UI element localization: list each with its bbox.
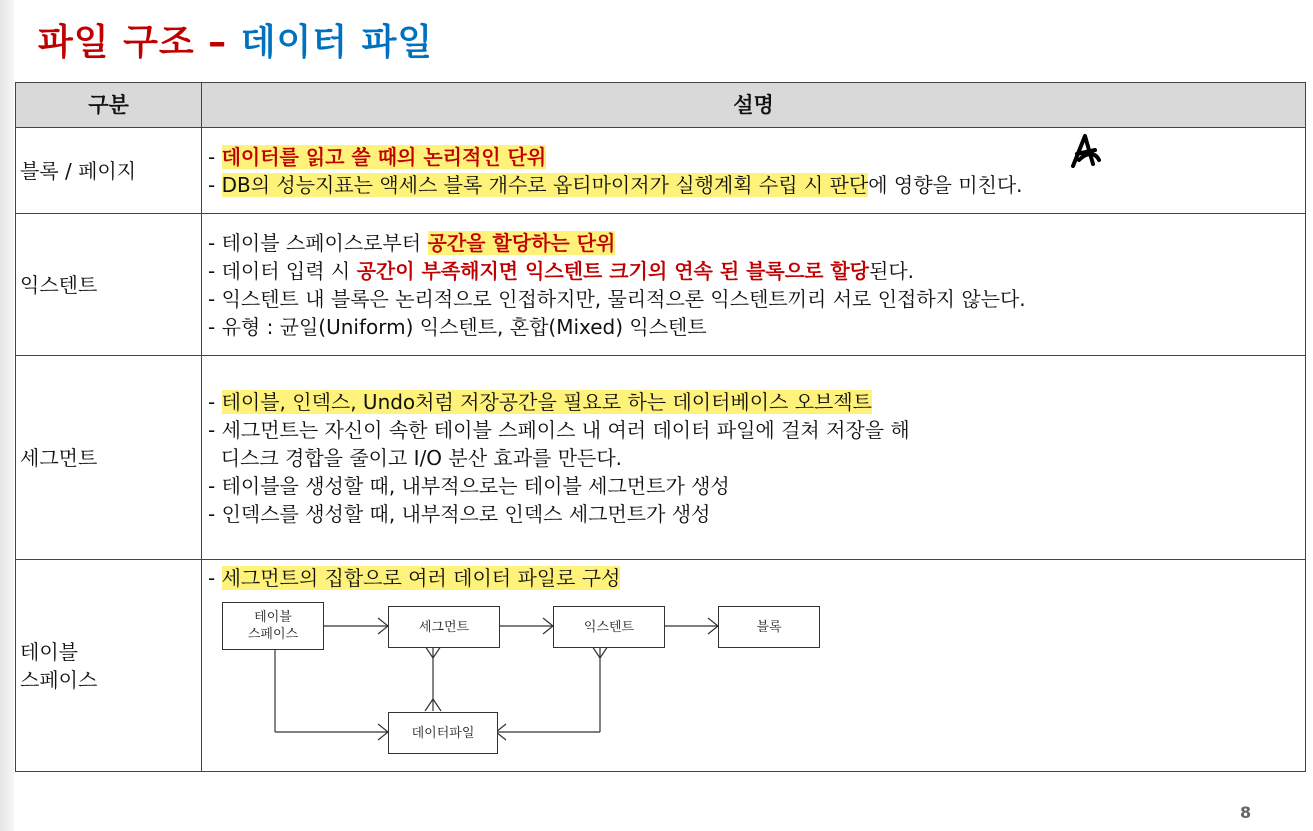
entity-label: 블록 xyxy=(756,619,782,635)
row-category xyxy=(16,560,202,772)
description-line xyxy=(208,143,1305,171)
description-segment: 에 영향을 미친다. xyxy=(868,172,1023,197)
row-lines xyxy=(208,564,1305,592)
entity-datafile xyxy=(388,712,498,754)
entity-extent xyxy=(553,606,665,648)
description-segment: - 테이블을 생성할 때, 내부적으로는 테이블 세그먼트가 생성 xyxy=(208,473,730,498)
description-segment: 데이터를 읽고 쓸 때의 xyxy=(221,144,424,169)
description-segment: DB의 성능지표는 액세스 블록 개수로 옵티마이저가 실행계획 수립 시 판단 xyxy=(221,172,869,197)
description-segment: - xyxy=(208,389,222,414)
entity-segment xyxy=(388,606,500,648)
description-line xyxy=(208,500,1305,528)
tablespace-er-diagram xyxy=(208,596,908,766)
description-line xyxy=(208,444,1305,472)
description-segment: 세그먼트의 집합으로 여러 데이터 파일로 구성 xyxy=(221,566,621,590)
description-line xyxy=(208,313,1305,341)
row-description xyxy=(202,560,1306,772)
description-segment: 된다. xyxy=(869,258,914,283)
row-description xyxy=(202,214,1306,356)
description-line xyxy=(208,388,1305,416)
entity-label: 스페이스 xyxy=(247,627,299,642)
description-segment: - xyxy=(208,566,222,590)
row-description xyxy=(202,356,1306,560)
entity-block xyxy=(718,606,820,648)
entity-label: 테이블 xyxy=(254,610,292,625)
title-part1: 파일 구조 – xyxy=(38,22,228,63)
row-category: 익스텐트 xyxy=(16,214,202,356)
description-segment: - 테이블 스페이스로부터 xyxy=(208,230,428,255)
row-description xyxy=(202,128,1306,214)
description-segment: - 데이터 입력 시 xyxy=(208,258,357,283)
description-segment: - 인덱스를 생성할 때, 내부적으로 인덱스 세그먼트가 생성 xyxy=(208,501,711,526)
description-line xyxy=(208,285,1305,313)
table-row xyxy=(16,560,1306,772)
description-segment: 논리적인 단위 xyxy=(423,144,547,169)
description-line xyxy=(208,416,1305,444)
description-segment: 디스크 경합을 줄이고 I/O 분산 효과를 만든다. xyxy=(208,445,623,470)
description-line xyxy=(208,564,1305,592)
table-row xyxy=(16,356,1306,560)
description-segment: 테이블, 인덱스, Undo처럼 저장공간을 필요로 하는 데이터베이스 오브젝트 xyxy=(221,389,873,414)
row-category-line: 스페이스 xyxy=(20,667,98,692)
page-title xyxy=(38,14,433,65)
table-row xyxy=(16,214,1306,356)
description-line xyxy=(208,171,1305,199)
title-part2: 데이터 파일 xyxy=(240,22,434,63)
description-segment: - xyxy=(208,144,222,169)
description-segment: 공간을 할당하는 단위 xyxy=(427,230,616,255)
description-segment: - xyxy=(208,172,222,197)
description-line xyxy=(208,229,1305,257)
header-category: 구분 xyxy=(16,83,202,128)
entity-label: 세그먼트 xyxy=(418,619,470,635)
row-category: 세그먼트 xyxy=(16,356,202,560)
description-segment: - 세그먼트는 자신이 속한 테이블 스페이스 내 여러 데이터 파일에 걸쳐 저장을 해 xyxy=(208,417,910,442)
description-segment: - 유형 : 균일(Uniform) 익스텐트, 혼합(Mixed) 익스텐트 xyxy=(208,314,707,339)
file-structure-table xyxy=(15,82,1306,772)
description-segment: 공간이 부족해지면 익스텐트 크기의 연속 된 블록으로 할당 xyxy=(356,258,869,283)
description-segment: - 익스텐트 내 블록은 논리적으로 인접하지만, 물리적으론 익스텐트끼리 서로 인접하지 않는다. xyxy=(208,286,1026,311)
description-line xyxy=(208,257,1305,285)
row-category-line: 테이블 xyxy=(20,639,78,664)
page-number: 8 xyxy=(1240,803,1252,822)
description-line xyxy=(208,472,1305,500)
entity-tablespace xyxy=(222,602,324,650)
entity-label: 익스텐트 xyxy=(583,619,635,635)
row-category: 블록 / 페이지 xyxy=(16,128,202,214)
table-row xyxy=(16,128,1306,214)
left-edge-strip xyxy=(0,0,14,831)
entity-label: 데이터파일 xyxy=(411,725,475,741)
header-description: 설명 xyxy=(202,83,1306,128)
